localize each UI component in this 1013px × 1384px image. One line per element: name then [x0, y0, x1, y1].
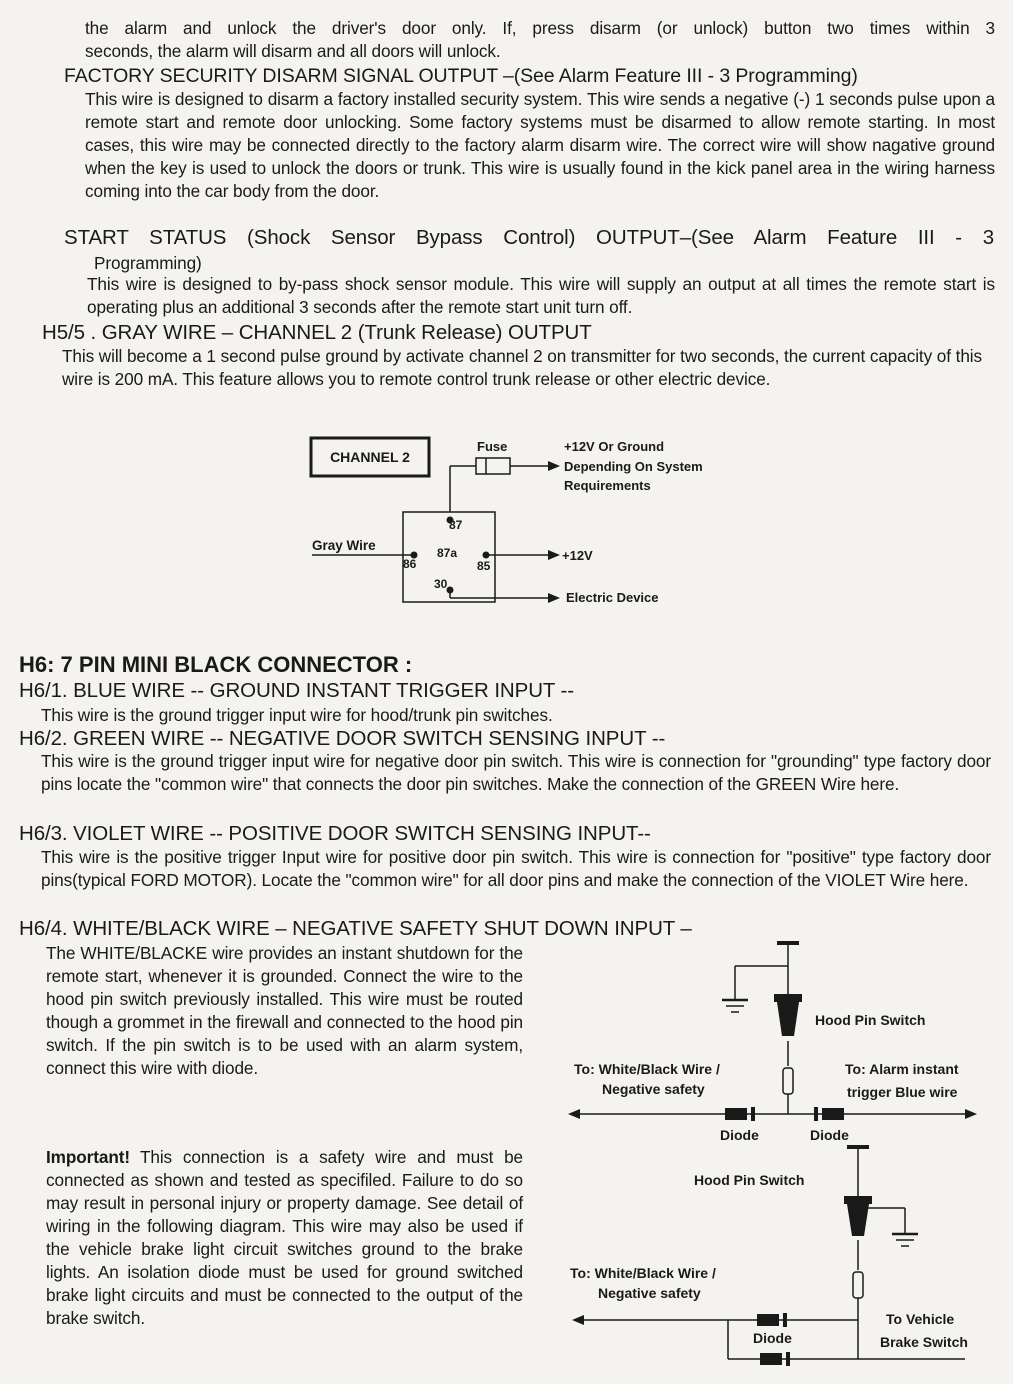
h6-1-heading: H6/1. BLUE WIRE -- GROUND INSTANT TRIGGER INPUT --: [19, 679, 575, 702]
h6-title: H6: 7 PIN MINI BLACK CONNECTOR :: [19, 652, 413, 677]
hood-pin-switch-body-lower: [844, 1196, 872, 1204]
upper-connector: [783, 1068, 793, 1094]
start-status-heading-cont: Programming): [94, 253, 202, 273]
lower-right-label-2: Brake Switch: [880, 1334, 968, 1350]
hood-pin-diagram-upper: [560, 936, 1010, 1146]
supply-label-3: Requirements: [564, 478, 651, 493]
pin-85-label: 85: [477, 559, 491, 573]
upper-right-label-1: To: Alarm instant: [845, 1061, 959, 1077]
upper-left-label-1: To: White/Black Wire /: [574, 1061, 720, 1077]
electric-device-label: Electric Device: [566, 590, 659, 605]
h5-5-body: This will become a 1 second pulse ground by activate channel 2 on transmitter for two seconds, the current capacity of this wire is 200 mA. This feature allows you to remote control trunk release or other electric device.: [62, 346, 982, 389]
h5-5-heading: H5/5 . GRAY WIRE – CHANNEL 2 (Trunk Release) OUTPUT: [42, 321, 592, 344]
start-status-heading: START STATUS (Shock Sensor Bypass Control) OUTPUT–(See Alarm Feature III - 3: [64, 226, 994, 249]
intro-paragraph: [85, 17, 995, 63]
lower-diode-top: [757, 1314, 779, 1326]
fuse-symbol: [476, 458, 510, 474]
pin-86-label: 86: [403, 557, 417, 571]
upper-left-label-2: Negative safety: [602, 1081, 705, 1097]
lower-left-label-1: To: White/Black Wire /: [570, 1265, 716, 1281]
pin-30-label: 30: [434, 577, 448, 591]
important-label: Important!: [46, 1147, 130, 1167]
h6-4-heading: H6/4. WHITE/BLACK WIRE – NEGATIVE SAFETY SHUT DOWN INPUT –: [19, 917, 692, 940]
pin-87-label: 87: [449, 518, 463, 532]
fuse-label: Fuse: [477, 439, 508, 454]
start-status-body: This wire is designed to by-pass shock sensor module. This wire will supply an output at all times the remote start is operating plus an additional 3 seconds after the remote start unit turn off.: [87, 274, 995, 317]
important-paragraph: [46, 1146, 523, 1330]
hood-pin-diagram-lower: [560, 1140, 1010, 1380]
upper-diode-right-label: Diode: [810, 1127, 849, 1143]
lower-diode-bottom: [760, 1353, 782, 1365]
h6-3-heading: H6/3. VIOLET WIRE -- POSITIVE DOOR SWITCH SENSING INPUT--: [19, 822, 651, 845]
pin-87a-label: 87a: [437, 546, 458, 560]
h6-1-body: This wire is the ground trigger input wire for hood/trunk pin switches.: [41, 705, 553, 725]
lower-diode-label: Diode: [753, 1330, 792, 1346]
upper-diode-left: [725, 1108, 747, 1120]
upper-right-label-2: trigger Blue wire: [847, 1084, 958, 1100]
upper-diode-left-label: Diode: [720, 1127, 759, 1143]
lower-connector: [853, 1272, 863, 1298]
h6-2-heading: H6/2. GREEN WIRE -- NEGATIVE DOOR SWITCH SENSING INPUT --: [19, 727, 666, 750]
h6-2-body: This wire is the ground trigger input wire for negative door pin switch. This wire is connection for "grounding" type factory door pins locate the "common wire" that connects the door pin switches. Make the connection of the GREEN Wire here.: [41, 751, 991, 794]
supply-label-1: +12V Or Ground: [564, 439, 665, 454]
lower-right-label-1: To Vehicle: [886, 1311, 955, 1327]
intro-line-2: seconds, the alarm will disarm and all doors will unlock.: [85, 41, 501, 61]
important-body: This connection is a safety wire and must be connected as shown and tested as specifiled. Failure to do so may result in personal injury or property damage. See detail of wiring in the following diagram. This wire may also be used if the vehicle brake light circuit switches ground to the brake lights. An isolation diode must be used for ground switched brake light circuits and must be connected to the output of the brake switch.: [46, 1147, 523, 1328]
supply-label-2: Depending On System: [564, 459, 703, 474]
factory-disarm-body: This wire is designed to disarm a factory installed security system. This wire sends a negative (-) 1 seconds pulse upon a remote start and remote door unlocking. Some factory systems must be disarmed to allow remote starting. In most cases, this wire may be connected directly to the factory alarm disarm wire. The correct wire will show nagative ground when the key is used to unlock the doors or trunk. This wire is usually found in the kick panel area in the wiring harness coming into the car body from the door.: [85, 89, 995, 201]
h6-4-body: The WHITE/BLACKE wire provides an instant shutdown for the remote start, whenever it is grounded. Connect the wire to the hood pin switch previously installed. This wire must be routed though a grommet in the firewall and connected to the hood pin switch. If the pin switch is to be used with an alarm system, connect this wire with diode.: [46, 943, 523, 1078]
upper-diode-right: [822, 1108, 844, 1120]
lower-left-label-2: Negative safety: [598, 1285, 701, 1301]
gray-wire-label: Gray Wire: [312, 538, 376, 553]
upper-hood-pin-switch-label: Hood Pin Switch: [815, 1012, 926, 1028]
hood-pin-switch-body-upper: [774, 994, 802, 1002]
lower-hood-pin-switch-label: Hood Pin Switch: [694, 1172, 805, 1188]
channel-2-label: CHANNEL 2: [330, 449, 410, 465]
relay-wiring-diagram: [300, 430, 760, 620]
h6-3-body: This wire is the positive trigger Input wire for positive door pin switch. This wire is connection for "positive" type factory door pins(typical FORD MOTOR). Locate the "common wire" for all door pins and make the connection of the VIOLET Wire here.: [41, 847, 991, 890]
intro-line-1: the alarm and unlock the driver's door only. If, press disarm (or unlock) button two times within 3: [85, 18, 995, 38]
factory-disarm-heading: FACTORY SECURITY DISARM SIGNAL OUTPUT –(See Alarm Feature III - 3 Programming): [64, 65, 858, 87]
plus-12v-label: +12V: [562, 548, 593, 563]
